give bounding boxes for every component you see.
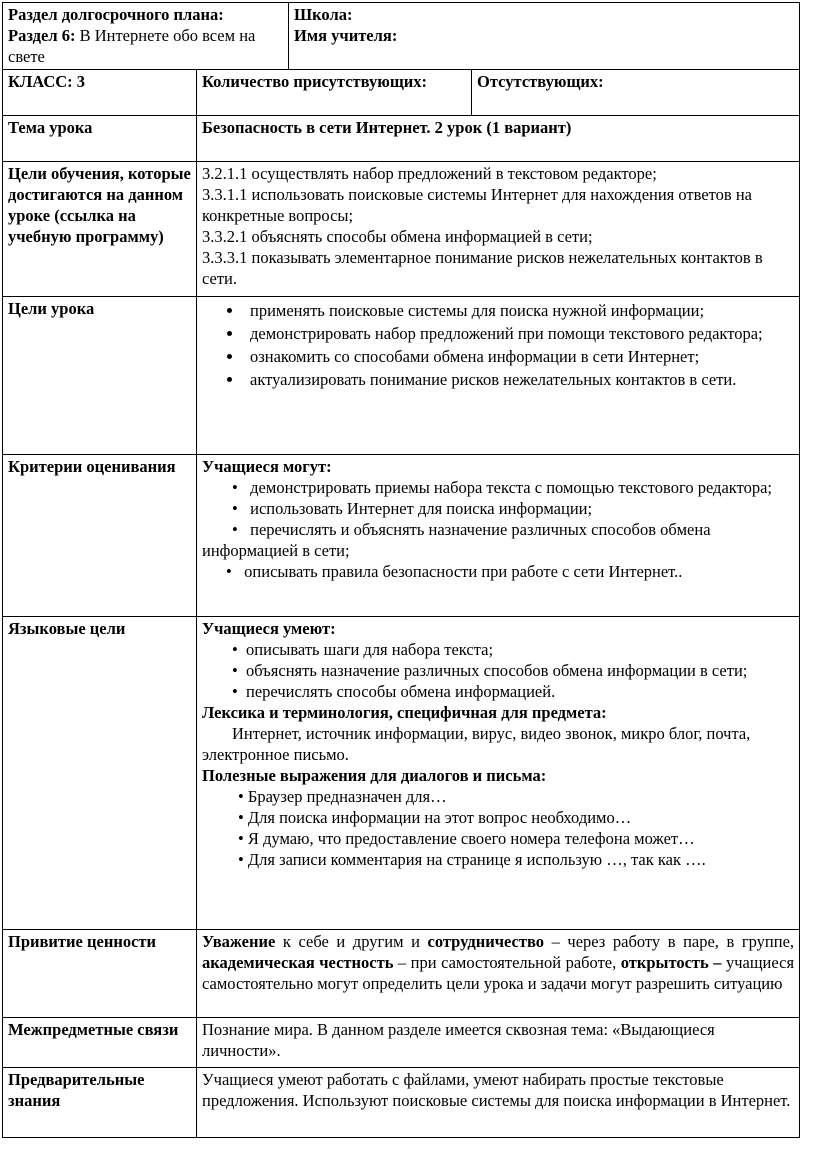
- criteria-item: • демонстрировать приемы набора текста с помощью текстового редактора;: [232, 478, 772, 497]
- criteria-label: Критерии оценивания: [8, 457, 176, 476]
- phrases-heading: Полезные выражения для диалогов и письма:: [202, 766, 547, 785]
- cross-value-cell: [197, 1018, 800, 1068]
- cross-label-cell: [3, 1018, 197, 1068]
- section-label: Раздел долгосрочного плана:: [8, 5, 224, 24]
- prior-value: Учащиеся умеют работать с файлами, умеют набирать простые текстовые предложения. Используют поисковые системы для поиска информации в Интернет.: [202, 1070, 791, 1110]
- topic-row: [3, 116, 800, 162]
- prior-label: Предварительные знания: [8, 1070, 145, 1110]
- phrase-item: • Для записи комментария на странице я использую …, так как ….: [238, 850, 706, 869]
- language-label-cell: [3, 617, 197, 930]
- values-row: [3, 930, 800, 1018]
- objective-item: 3.3.1.1 использовать поисковые системы Интернет для нахождения ответов на конкретные вопросы;: [202, 185, 752, 225]
- values-label-cell: [3, 930, 197, 1018]
- vocab-heading: Лексика и терминология, специфичная для предмета:: [202, 703, 607, 722]
- criteria-item: • перечислять и объяснять назначение различных способов обмена информацией в сети;: [202, 520, 711, 560]
- values-value-cell: Уважение к себе и другим и сотрудничество – через работу в паре, в группе, академическая честность – при самостоятельной работе, открытость – учащиеся самостоятельно могут определить цели урока и задачи могут разрешить ситуацию: [197, 930, 800, 1018]
- topic-value-cell: [197, 116, 800, 162]
- objectives-row: [3, 162, 800, 297]
- school-label: Школа:: [294, 5, 353, 24]
- goals-label-cell: [3, 297, 197, 455]
- prior-row: [3, 1068, 800, 1138]
- language-label: Языковые цели: [8, 619, 126, 638]
- objective-item: 3.3.3.1 показывать элементарное понимание рисков нежелательных контактов в сети.: [202, 248, 763, 288]
- goals-row: [3, 297, 800, 455]
- header-row: [3, 3, 800, 70]
- goals-label: Цели урока: [8, 299, 95, 318]
- criteria-value-cell: [197, 455, 800, 617]
- criteria-heading: Учащиеся могут:: [202, 457, 332, 476]
- value-integrity: академическая честность: [202, 953, 394, 972]
- values-label: Привитие ценности: [8, 932, 157, 951]
- language-item: • перечислять способы обмена информацией.: [232, 682, 556, 701]
- language-item: • объяснять назначение различных способов обмена информации в сети;: [232, 661, 748, 680]
- value-cooperation: сотрудничество: [427, 932, 545, 951]
- goal-item: • ознакомить со способами обмена информации в сети Интернет;: [244, 346, 794, 367]
- section6-value: В Интернете обо всем на свете: [8, 26, 256, 66]
- section-cell: [3, 3, 289, 70]
- absent-cell: [472, 70, 800, 116]
- objective-item: 3.3.2.1 объяснять способы обмена информацией в сети;: [202, 227, 593, 246]
- goal-item: • применять поисковые системы для поиска нужной информации;: [244, 300, 794, 321]
- prior-value-cell: [197, 1068, 800, 1138]
- present-label: Количество присутствующих:: [202, 72, 428, 91]
- class-cell: [3, 70, 197, 116]
- cross-row: [3, 1018, 800, 1068]
- class-label: КЛАСС: 3: [8, 72, 86, 91]
- cross-value: Познание мира. В данном разделе имеется сквозная тема: «Выдающиеся личности».: [202, 1020, 715, 1060]
- objectives-label-cell: [3, 162, 197, 297]
- language-item: • описывать шаги для набора текста;: [232, 640, 494, 659]
- goal-item: • актуализировать понимание рисков нежелательных контактов в сети.: [244, 369, 794, 390]
- topic-label: Тема урока: [8, 118, 93, 137]
- topic-label-cell: [3, 116, 197, 162]
- school-cell: [289, 3, 800, 70]
- class-row: [3, 70, 800, 116]
- phrase-item: • Для поиска информации на этот вопрос необходимо…: [238, 808, 632, 827]
- criteria-label-cell: [3, 455, 197, 617]
- objective-item: 3.2.1.1 осуществлять набор предложений в текстовом редакторе;: [202, 164, 657, 183]
- language-value-cell: [197, 617, 800, 930]
- objectives-label: Цели обучения, которые достигаются на данном уроке (ссылка на учебную программу): [8, 164, 191, 246]
- language-row: [3, 617, 800, 930]
- teacher-label: Имя учителя:: [294, 26, 398, 45]
- goals-value-cell: [197, 297, 800, 455]
- lesson-plan-table: [2, 2, 800, 1138]
- present-cell: [197, 70, 472, 116]
- phrase-item: • Браузер предназначен для…: [238, 787, 447, 806]
- criteria-row: [3, 455, 800, 617]
- criteria-item: • использовать Интернет для поиска информации;: [232, 499, 593, 518]
- goal-item: • демонстрировать набор предложений при помощи текстового редактора;: [244, 323, 794, 344]
- vocab-text: Интернет, источник информации, вирус, видео звонок, микро блог, почта, электронное письмо.: [202, 724, 751, 764]
- criteria-item: • описывать правила безопасности при работе с сети Интернет..: [226, 562, 683, 581]
- phrase-item: • Я думаю, что предоставление своего номера телефона может…: [238, 829, 695, 848]
- topic-value: Безопасность в сети Интернет. 2 урок (1 вариант): [202, 118, 572, 137]
- absent-label: Отсутствующих:: [477, 72, 604, 91]
- section6-label: Раздел 6:: [8, 26, 76, 45]
- value-respect: Уважение: [202, 932, 276, 951]
- language-heading: Учащиеся умеют:: [202, 619, 336, 638]
- goals-list: [202, 300, 794, 390]
- cross-label: Межпредметные связи: [8, 1020, 179, 1039]
- value-openness: открытость –: [620, 953, 722, 972]
- prior-label-cell: [3, 1068, 197, 1138]
- objectives-value-cell: [197, 162, 800, 297]
